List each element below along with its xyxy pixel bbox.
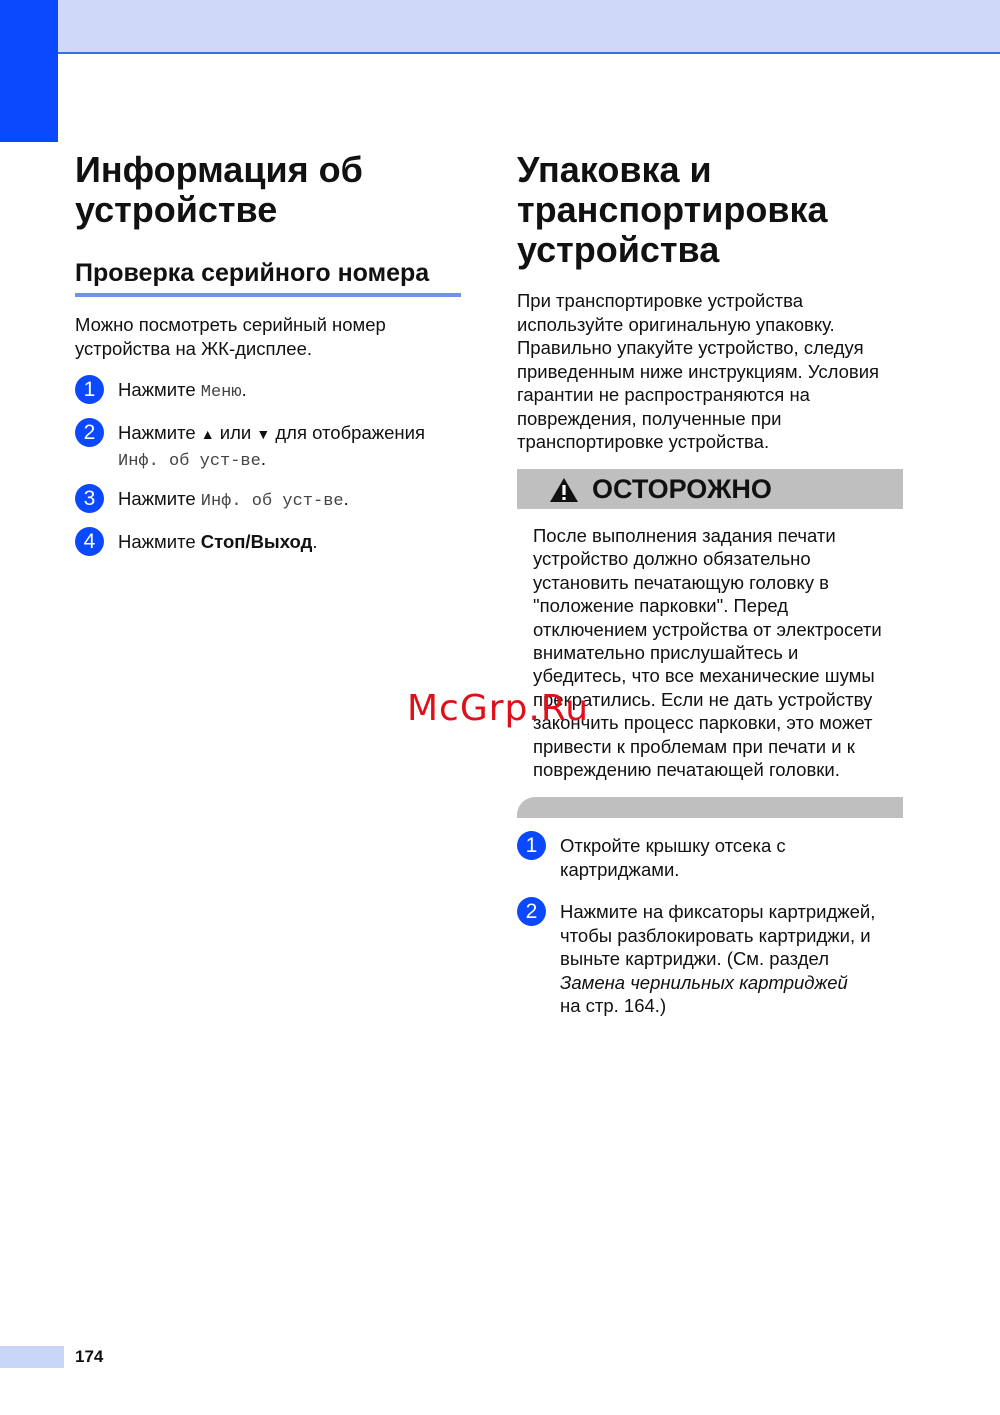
caution-line: прекратились. Если не дать устройству xyxy=(533,688,873,710)
caution-footer-bar xyxy=(517,797,903,818)
caution-body xyxy=(533,524,903,781)
step-line: Нажмите на фиксаторы картриджей, xyxy=(560,901,876,922)
warning-triangle-icon xyxy=(549,477,579,503)
step-number-badge: 1 xyxy=(517,831,546,860)
section-heading: Проверка серийного номера xyxy=(75,256,461,297)
menu-code: Инф. об уст-ве xyxy=(118,451,261,471)
step-text-pre: Нажмите xyxy=(118,531,201,552)
step-line: на стр. 164.) xyxy=(560,995,667,1016)
step-text xyxy=(560,900,910,1018)
step-number-badge: 2 xyxy=(517,897,546,926)
menu-code: Меню xyxy=(200,383,242,402)
step-number-badge: 4 xyxy=(75,527,104,556)
step-number-badge: 3 xyxy=(75,484,104,513)
caution-line: привести к проблемам при печати и к xyxy=(533,735,855,757)
intro-line: транспортировке устройства. xyxy=(517,431,770,452)
intro-line: гарантии не распространяются на xyxy=(517,384,810,405)
step-text-post: . xyxy=(343,488,349,509)
caution-line: убедитесь, что все механические шумы xyxy=(533,665,875,687)
watermark: McGrp.Ru xyxy=(407,688,590,729)
caution-line: После выполнения задания печати xyxy=(533,525,836,546)
caution-line: повреждению печатающей головки. xyxy=(533,759,840,781)
page-number: 174 xyxy=(75,1347,104,1366)
right-title-line3: устройства xyxy=(517,229,720,270)
left-intro-line2: устройства на ЖК-дисплее. xyxy=(75,337,313,359)
intro-line: приведенным ниже инструкциям. Условия xyxy=(517,360,880,382)
step-text xyxy=(118,421,518,473)
left-title xyxy=(75,150,363,230)
left-intro xyxy=(75,313,475,360)
caution-header xyxy=(517,469,903,509)
arrow-down-icon: ▼ xyxy=(256,426,271,442)
caution-title: ОСТОРОЖНО xyxy=(592,474,772,504)
step-line: чтобы разблокировать картриджи, и xyxy=(560,924,871,946)
arrow-up-icon: ▲ xyxy=(200,426,215,442)
stop-exit-key: Стоп/Выход xyxy=(200,531,313,552)
step-line: Откройте крышку отсека с xyxy=(560,835,786,856)
intro-line: При транспортировке устройства xyxy=(517,290,804,311)
caution-line: "положение парковки". Перед xyxy=(533,595,789,617)
step-text-pre: Нажмите xyxy=(118,379,201,400)
caution-line: внимательно прислушайтесь и xyxy=(533,642,799,664)
step-text-pre: Нажмите xyxy=(118,422,201,443)
caution-line: устройство должно обязательно xyxy=(533,548,811,570)
step-text-post: . xyxy=(312,531,318,552)
step-number-badge: 1 xyxy=(75,375,104,404)
step-line: выньте картриджи. (См. раздел xyxy=(560,948,830,969)
step-line: картриджами. xyxy=(560,858,680,880)
right-title-line1: Упаковка и xyxy=(517,149,712,190)
chapter-tab xyxy=(0,0,58,142)
caution-line: установить печатающую головку в xyxy=(533,571,829,593)
left-intro-line1: Можно посмотреть серийный номер xyxy=(75,314,386,335)
step-text-post: для отображения xyxy=(270,422,425,443)
right-intro xyxy=(517,289,917,454)
header-band xyxy=(0,0,1000,54)
left-title-line2: устройстве xyxy=(75,189,278,230)
step-text xyxy=(118,378,518,405)
caution-line: закончить процесс парковки, это может xyxy=(533,712,873,734)
intro-line: Правильно упакуйте устройство, следуя xyxy=(517,337,864,358)
step-text xyxy=(118,530,518,554)
caution-line: отключением устройства от электросети xyxy=(533,618,882,640)
step-text xyxy=(118,487,518,514)
step-text xyxy=(560,834,905,881)
intro-line: используйте оригинальную упаковку. xyxy=(517,313,835,335)
right-title xyxy=(517,150,828,270)
right-title-line2: транспортировка xyxy=(517,189,828,230)
step-text-mid: или xyxy=(214,422,257,443)
step-text-pre: Нажмите xyxy=(118,488,201,509)
footer-band xyxy=(0,1346,64,1368)
step-number-badge: 2 xyxy=(75,418,104,447)
left-title-line1: Информация об xyxy=(75,149,363,190)
cross-reference-link: Замена чернильных картриджей xyxy=(560,971,848,993)
menu-code: Инф. об уст-ве xyxy=(200,492,344,511)
step-text-tail: . xyxy=(260,447,266,469)
step-text-post: . xyxy=(241,379,247,400)
intro-line: повреждения, полученные при xyxy=(517,407,782,429)
